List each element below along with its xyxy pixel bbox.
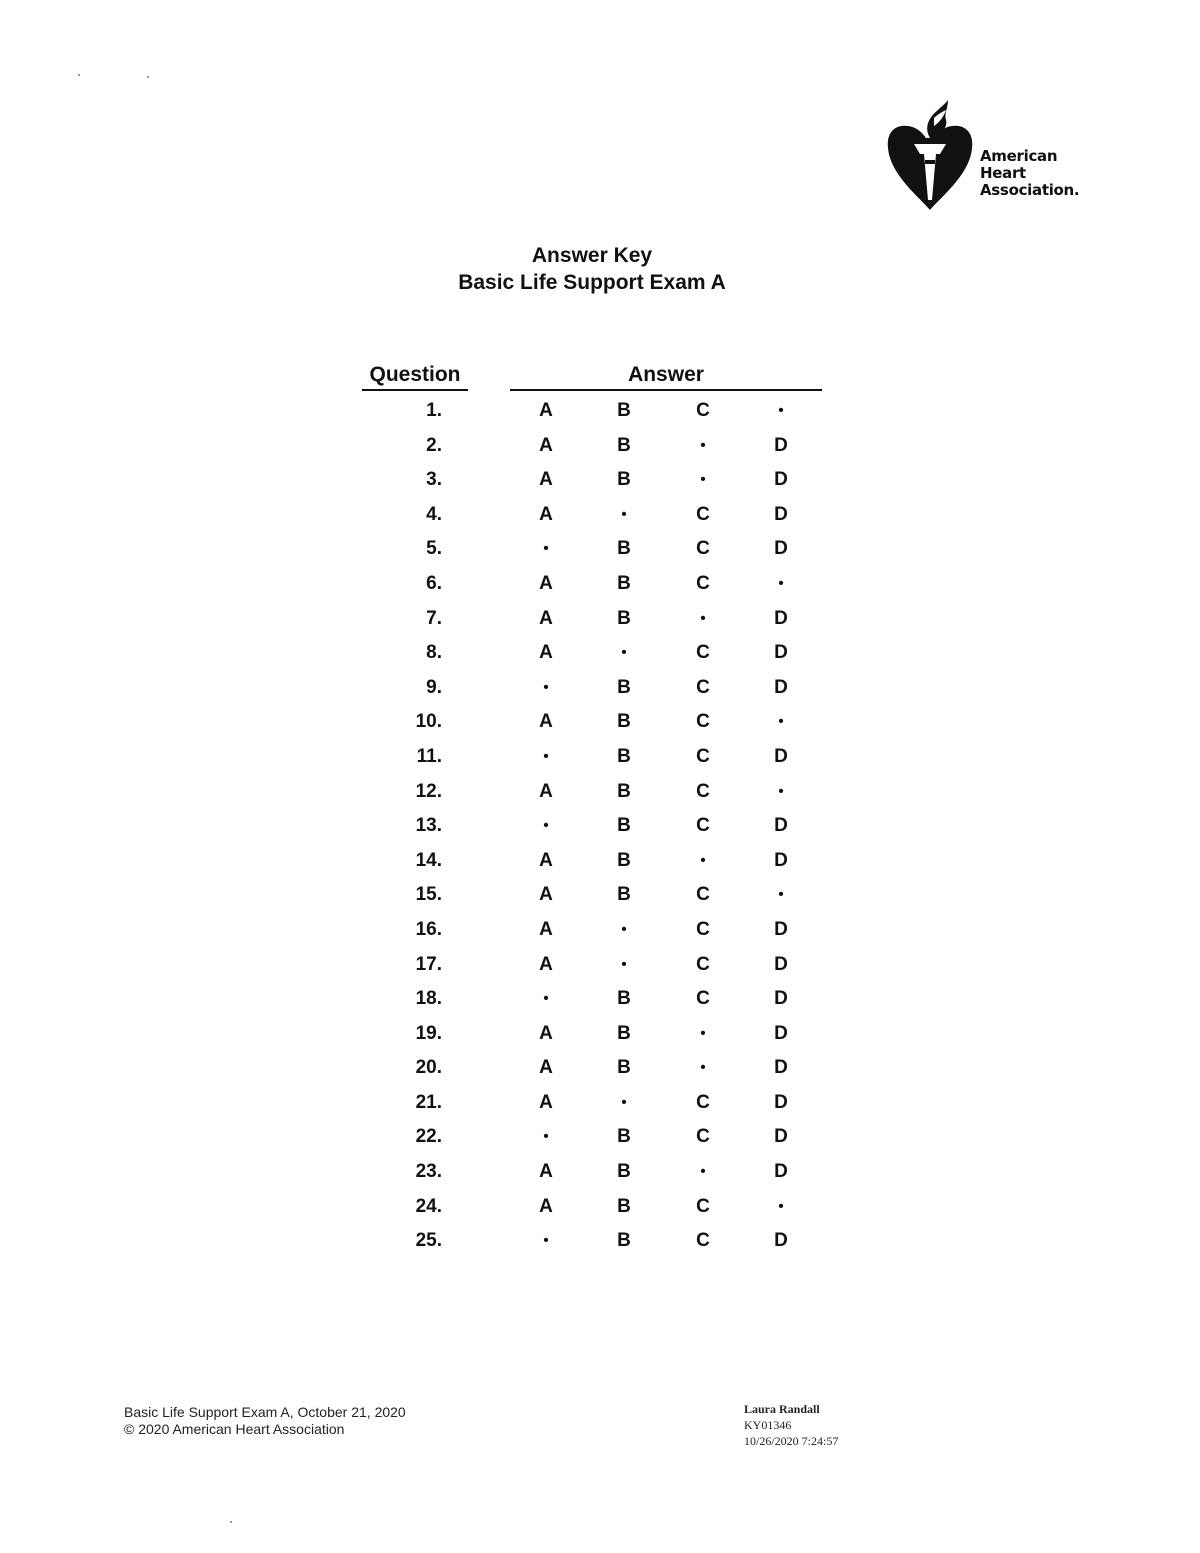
answer-option: A xyxy=(539,1195,553,1217)
question-number: 22. xyxy=(415,1126,442,1148)
correct-answer-marker: • xyxy=(543,747,549,765)
answer-option: A xyxy=(539,572,553,594)
logo-line-1: American xyxy=(980,147,1058,165)
question-number: 20. xyxy=(415,1057,442,1079)
correct-answer-marker: • xyxy=(700,1059,706,1077)
answer-option: C xyxy=(696,1230,710,1252)
question-number: 18. xyxy=(415,988,442,1010)
answer-option: D xyxy=(774,538,788,560)
correct-answer-marker: • xyxy=(621,505,627,523)
answer-option: C xyxy=(696,642,710,664)
answer-option: C xyxy=(696,1091,710,1113)
answer-row xyxy=(0,1051,1200,1086)
answer-option: D xyxy=(774,1091,788,1113)
logo-wordmark xyxy=(980,148,1079,199)
answer-option: C xyxy=(696,400,710,421)
answer-option: B xyxy=(617,434,631,456)
answer-row xyxy=(0,1086,1200,1121)
answer-option: B xyxy=(617,538,631,560)
answer-option: B xyxy=(617,711,631,733)
answer-option: D xyxy=(774,607,788,629)
answer-option: B xyxy=(617,572,631,594)
question-column-header: Question xyxy=(362,363,468,391)
question-number: 21. xyxy=(415,1091,442,1113)
correct-answer-marker: • xyxy=(700,609,706,627)
answer-row xyxy=(0,1155,1200,1190)
answer-option: B xyxy=(617,1230,631,1252)
answer-option: A xyxy=(539,434,553,456)
answer-option: A xyxy=(539,503,553,525)
correct-answer-marker: • xyxy=(778,1197,784,1215)
answer-option: B xyxy=(617,988,631,1010)
answer-row xyxy=(0,1224,1200,1259)
correct-answer-marker: • xyxy=(700,471,706,489)
answer-row xyxy=(0,636,1200,671)
answer-option: C xyxy=(696,780,710,802)
answer-option: C xyxy=(696,918,710,940)
question-number: 15. xyxy=(415,884,442,906)
answer-row xyxy=(0,394,1200,429)
answer-option: D xyxy=(774,642,788,664)
answer-row xyxy=(0,567,1200,602)
answer-option: B xyxy=(617,745,631,767)
answer-option: C xyxy=(696,572,710,594)
logo-line-3: Association. xyxy=(980,181,1080,199)
question-number: 8. xyxy=(426,642,442,664)
answer-option: B xyxy=(617,469,631,491)
answer-option: D xyxy=(774,434,788,456)
question-number: 19. xyxy=(415,1022,442,1044)
answer-option: D xyxy=(774,849,788,871)
footer-timestamp: 10/26/2020 7:24:57 xyxy=(744,1434,839,1448)
question-number: 5. xyxy=(426,538,442,560)
answer-option: C xyxy=(696,988,710,1010)
answer-option: B xyxy=(617,884,631,906)
correct-answer-marker: • xyxy=(621,644,627,662)
heart-torch-icon xyxy=(884,100,976,215)
correct-answer-marker: • xyxy=(543,817,549,835)
question-number: 12. xyxy=(415,780,442,802)
answer-option: D xyxy=(774,1161,788,1183)
footer-user-stamp xyxy=(744,1401,838,1449)
answer-option: D xyxy=(774,1126,788,1148)
question-number: 2. xyxy=(426,434,442,456)
answer-option: B xyxy=(617,780,631,802)
answer-option: A xyxy=(539,642,553,664)
answer-option: C xyxy=(696,745,710,767)
correct-answer-marker: • xyxy=(778,574,784,592)
correct-answer-marker: • xyxy=(778,886,784,904)
answer-row xyxy=(0,982,1200,1017)
answer-row xyxy=(0,809,1200,844)
answer-table xyxy=(0,394,1200,1259)
answer-option: A xyxy=(539,607,553,629)
answer-row xyxy=(0,878,1200,913)
scan-speck xyxy=(78,74,80,76)
answer-option: D xyxy=(774,953,788,975)
answer-row xyxy=(0,948,1200,983)
answer-option: C xyxy=(696,676,710,698)
answer-row xyxy=(0,532,1200,567)
aha-logo xyxy=(884,100,1094,215)
answer-option: B xyxy=(617,849,631,871)
page-subtitle: Basic Life Support Exam A xyxy=(458,271,726,294)
answer-row xyxy=(0,740,1200,775)
correct-answer-marker: • xyxy=(543,540,549,558)
question-number: 3. xyxy=(426,469,442,491)
answer-option: B xyxy=(617,1195,631,1217)
answer-option: C xyxy=(696,884,710,906)
answer-option: A xyxy=(539,884,553,906)
answer-option: C xyxy=(696,1195,710,1217)
correct-answer-marker: • xyxy=(543,1232,549,1250)
answer-option: B xyxy=(617,1126,631,1148)
logo-line-2: Heart xyxy=(980,164,1026,182)
question-number: 4. xyxy=(426,503,442,525)
question-number: 6. xyxy=(426,572,442,594)
answer-option: A xyxy=(539,1057,553,1079)
correct-answer-marker: • xyxy=(543,678,549,696)
question-number: 11. xyxy=(416,745,442,767)
answer-row xyxy=(0,844,1200,879)
question-number: 25. xyxy=(415,1230,442,1252)
question-number: 13. xyxy=(415,815,442,837)
footer-exam-info xyxy=(124,1404,406,1438)
question-number: 1. xyxy=(426,400,442,421)
question-number: 23. xyxy=(415,1161,442,1183)
answer-option: A xyxy=(539,1022,553,1044)
answer-option: A xyxy=(539,849,553,871)
answer-option: B xyxy=(617,607,631,629)
answer-row xyxy=(0,705,1200,740)
answer-option: C xyxy=(696,1126,710,1148)
answer-option: A xyxy=(539,469,553,491)
answer-option: A xyxy=(539,711,553,733)
answer-option: A xyxy=(539,1161,553,1183)
answer-option: D xyxy=(774,676,788,698)
correct-answer-marker: • xyxy=(543,990,549,1008)
answer-row xyxy=(0,671,1200,706)
question-number: 17. xyxy=(415,953,442,975)
answer-option: D xyxy=(774,988,788,1010)
answer-option: B xyxy=(617,676,631,698)
question-number: 16. xyxy=(415,918,442,940)
footer-user-name: Laura Randall xyxy=(744,1402,820,1416)
answer-option: B xyxy=(617,1022,631,1044)
answer-option: A xyxy=(539,400,553,421)
answer-option: B xyxy=(617,400,631,421)
page-title: Answer Key xyxy=(531,244,653,267)
answer-row xyxy=(0,463,1200,498)
correct-answer-marker: • xyxy=(621,1093,627,1111)
correct-answer-marker: • xyxy=(700,851,706,869)
answer-option: C xyxy=(696,953,710,975)
answer-option: C xyxy=(696,815,710,837)
answer-option: A xyxy=(539,1091,553,1113)
answer-row xyxy=(0,775,1200,810)
answer-row xyxy=(0,1017,1200,1052)
correct-answer-marker: • xyxy=(700,436,706,454)
footer-copyright: © 2020 American Heart Association xyxy=(124,1421,345,1437)
scan-speck xyxy=(147,76,149,78)
answer-option: D xyxy=(774,745,788,767)
answer-row xyxy=(0,429,1200,464)
scan-speck xyxy=(230,1521,232,1523)
answer-row xyxy=(0,913,1200,948)
answer-option: A xyxy=(539,953,553,975)
answer-option: C xyxy=(696,503,710,525)
answer-column-header: Answer xyxy=(510,363,822,391)
answer-option: D xyxy=(774,918,788,940)
correct-answer-marker: • xyxy=(621,920,627,938)
answer-option: D xyxy=(774,1022,788,1044)
correct-answer-marker: • xyxy=(778,402,784,419)
correct-answer-marker: • xyxy=(778,713,784,731)
answer-option: C xyxy=(696,711,710,733)
answer-option: A xyxy=(539,780,553,802)
correct-answer-marker: • xyxy=(700,1024,706,1042)
correct-answer-marker: • xyxy=(778,782,784,800)
answer-row xyxy=(0,602,1200,637)
answer-option: C xyxy=(696,538,710,560)
answer-row xyxy=(0,498,1200,533)
answer-option: A xyxy=(539,918,553,940)
answer-option: D xyxy=(774,503,788,525)
question-number: 24. xyxy=(415,1195,442,1217)
answer-row xyxy=(0,1190,1200,1225)
question-number: 7. xyxy=(426,607,442,629)
question-number: 10. xyxy=(415,711,442,733)
correct-answer-marker: • xyxy=(621,955,627,973)
correct-answer-marker: • xyxy=(543,1128,549,1146)
question-number: 14. xyxy=(415,849,442,871)
answer-option: D xyxy=(774,1230,788,1252)
answer-option: D xyxy=(774,469,788,491)
correct-answer-marker: • xyxy=(700,1163,706,1181)
footer-user-id: KY01346 xyxy=(744,1418,792,1432)
answer-row xyxy=(0,1120,1200,1155)
answer-option: B xyxy=(617,815,631,837)
answer-option: D xyxy=(774,815,788,837)
answer-option: B xyxy=(617,1161,631,1183)
answer-option: D xyxy=(774,1057,788,1079)
answer-option: B xyxy=(617,1057,631,1079)
question-number: 9. xyxy=(426,676,442,698)
footer-exam-title: Basic Life Support Exam A, October 21, 2020 xyxy=(124,1404,406,1420)
